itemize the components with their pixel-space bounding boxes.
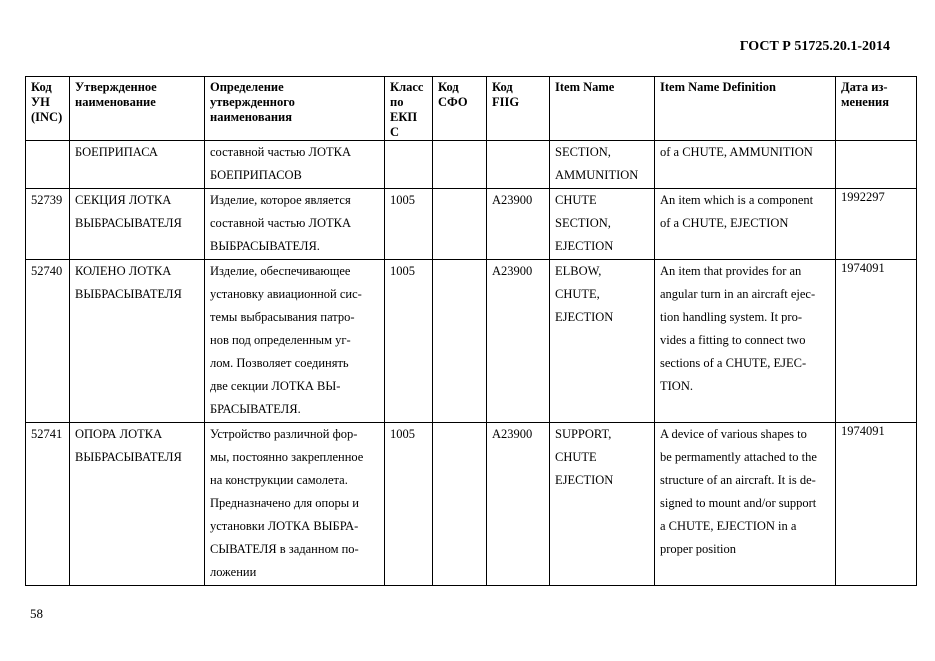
cell-class: 1005 xyxy=(385,260,433,423)
cell-item-name xyxy=(550,260,655,423)
header-sfo xyxy=(433,77,487,141)
cell-item-name xyxy=(550,141,655,189)
cell-definition xyxy=(205,260,385,423)
text-line: установку авиационной сис- xyxy=(210,287,362,301)
cell-class xyxy=(385,141,433,189)
table-row xyxy=(26,189,917,260)
text-line: ВЫБРАСЫВАТЕЛЯ xyxy=(75,450,182,464)
cell-definition xyxy=(205,189,385,260)
header-definition xyxy=(205,77,385,141)
text-line: ложении xyxy=(210,565,257,579)
text-line: ОПОРА ЛОТКА xyxy=(75,427,163,441)
text-line: of a CHUTE, AMMUNITION xyxy=(660,145,813,159)
text-line: Изделие, которое является xyxy=(210,193,351,207)
cell-item-def xyxy=(655,423,836,586)
cell-class: 1005 xyxy=(385,189,433,260)
header-class xyxy=(385,77,433,141)
text-line: Утвержденное xyxy=(75,80,157,94)
text-line: С xyxy=(390,125,400,139)
cell-definition xyxy=(205,423,385,586)
text-line: EJECTION xyxy=(555,473,614,487)
text-line: Item Name Definition xyxy=(660,80,776,94)
text-line: CHUTE, xyxy=(555,287,600,301)
text-line: structure of an aircraft. It is de- xyxy=(660,473,816,487)
cell-item-def xyxy=(655,260,836,423)
text-line: наименование xyxy=(75,95,156,109)
text-line: Дата из- xyxy=(841,80,888,94)
cell-inc xyxy=(26,141,70,189)
text-line: An item which is a component xyxy=(660,193,814,207)
cell-sfo xyxy=(433,423,487,586)
header-approved-name xyxy=(70,77,205,141)
cell-sfo xyxy=(433,141,487,189)
cell-item-name xyxy=(550,423,655,586)
header-inc xyxy=(26,77,70,141)
header-item-name-definition xyxy=(655,77,836,141)
text-line: ВЫБРАСЫВАТЕЛЯ. xyxy=(210,239,320,253)
text-line: БОЕПРИПАСА xyxy=(75,145,158,159)
text-line: Класс xyxy=(390,80,424,94)
text-line: ВЫБРАСЫВАТЕЛЯ xyxy=(75,287,182,301)
text-line: Код xyxy=(492,80,513,94)
text-line: AMMUNITION xyxy=(555,168,639,182)
cell-inc: 52741 xyxy=(26,423,70,586)
text-line: менения xyxy=(841,95,889,109)
cell-date: 1974091 xyxy=(836,260,917,423)
text-line: ЕКП xyxy=(390,110,418,124)
cell-sfo xyxy=(433,189,487,260)
text-line: СЫВАТЕЛЯ в заданном по- xyxy=(210,542,359,556)
header-fiig xyxy=(487,77,550,141)
text-line: of a CHUTE, EJECTION xyxy=(660,216,789,230)
text-line: составной частью ЛОТКА xyxy=(210,145,351,159)
cell-name xyxy=(70,189,205,260)
text-line: SUPPORT, xyxy=(555,427,612,441)
cell-definition xyxy=(205,141,385,189)
text-line: Item Name xyxy=(555,80,615,94)
text-line: SECTION, xyxy=(555,216,611,230)
cell-item-name xyxy=(550,189,655,260)
text-line: утвержденного xyxy=(210,95,295,109)
text-line: Определение xyxy=(210,80,284,94)
text-line: EJECTION xyxy=(555,310,614,324)
text-line: proper position xyxy=(660,542,737,556)
text-line: Код xyxy=(31,80,52,94)
catalog-table xyxy=(25,76,917,586)
cell-date: 1974091 xyxy=(836,423,917,586)
text-line: БРАСЫВАТЕЛЯ. xyxy=(210,402,301,416)
table-header-row xyxy=(26,77,917,141)
text-line: на конструкции самолета. xyxy=(210,473,348,487)
text-line: составной частью ЛОТКА xyxy=(210,216,351,230)
cell-fiig: A23900 xyxy=(487,189,550,260)
text-line: be permamently attached to the xyxy=(660,450,817,464)
text-line: лом. Позволяет соединять xyxy=(210,356,349,370)
cell-sfo xyxy=(433,260,487,423)
text-line: tion handling system. It pro- xyxy=(660,310,802,324)
text-line: КОЛЕНО ЛОТКА xyxy=(75,264,172,278)
cell-class: 1005 xyxy=(385,423,433,586)
table-row xyxy=(26,141,917,189)
header-change-date xyxy=(836,77,917,141)
text-line: Предназначено для опоры и xyxy=(210,496,359,510)
cell-item-def xyxy=(655,141,836,189)
text-line: ВЫБРАСЫВАТЕЛЯ xyxy=(75,216,182,230)
text-line: angular turn in an aircraft ejec- xyxy=(660,287,816,301)
text-line: CHUTE xyxy=(555,193,597,207)
text-line: нов под определенным уг- xyxy=(210,333,351,347)
text-line: An item that provides for an xyxy=(660,264,802,278)
cell-fiig: A23900 xyxy=(487,260,550,423)
text-line: Устройство различной фор- xyxy=(210,427,358,441)
cell-name xyxy=(70,141,205,189)
cell-inc: 52739 xyxy=(26,189,70,260)
text-line: Изделие, обеспечивающее xyxy=(210,264,351,278)
text-line: мы, постоянно закрепленное xyxy=(210,450,364,464)
cell-name xyxy=(70,260,205,423)
cell-date: 1992297 xyxy=(836,189,917,260)
text-line: Код xyxy=(438,80,459,94)
text-line: SECTION, xyxy=(555,145,611,159)
text-line: темы выбрасывания патро- xyxy=(210,310,355,324)
text-line: CHUTE xyxy=(555,450,597,464)
table-row xyxy=(26,423,917,586)
text-line: FIIG xyxy=(492,95,520,109)
cell-item-def xyxy=(655,189,836,260)
text-line: sections of a CHUTE, EJEC- xyxy=(660,356,807,370)
text-line: две секции ЛОТКА ВЫ- xyxy=(210,379,341,393)
text-line: TION. xyxy=(660,379,693,393)
text-line: наименования xyxy=(210,110,293,124)
document-title: ГОСТ Р 51725.20.1-2014 xyxy=(739,39,890,54)
header-item-name xyxy=(550,77,655,141)
cell-date xyxy=(836,141,917,189)
text-line: СЕКЦИЯ ЛОТКА xyxy=(75,193,172,207)
cell-fiig xyxy=(487,141,550,189)
cell-name xyxy=(70,423,205,586)
cell-fiig: A23900 xyxy=(487,423,550,586)
text-line: EJECTION xyxy=(555,239,614,253)
text-line: A device of various shapes to xyxy=(660,427,807,441)
text-line: (INC) xyxy=(31,110,63,124)
text-line: a CHUTE, EJECTION in a xyxy=(660,519,797,533)
table-row xyxy=(26,260,917,423)
text-line: по xyxy=(390,95,404,109)
text-line: СФО xyxy=(438,95,468,109)
text-line: установки ЛОТКА ВЫБРА- xyxy=(210,519,359,533)
cell-inc: 52740 xyxy=(26,260,70,423)
text-line: vides a fitting to connect two xyxy=(660,333,806,347)
text-line: ELBOW, xyxy=(555,264,602,278)
text-line: signed to mount and/or support xyxy=(660,496,817,510)
page-number: 58 xyxy=(30,606,43,621)
text-line: УН xyxy=(31,95,50,109)
text-line: БОЕПРИПАСОВ xyxy=(210,168,302,182)
